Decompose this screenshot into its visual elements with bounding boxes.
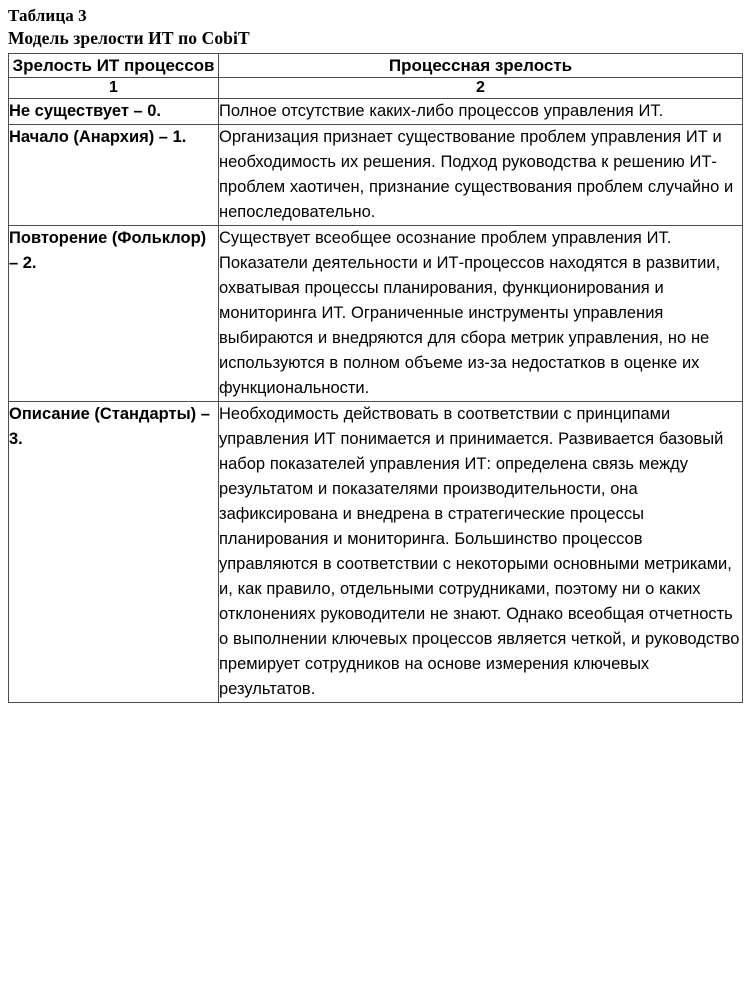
table-header-process-maturity (219, 54, 743, 78)
table-caption-number: Таблица 3 (8, 6, 87, 25)
maturity-level-description: Организация признает существование проблем управления ИТ и необходимость их решения. Подход руководства к решению ИТ-проблем хаотичен, признание существования проблем случайно и непоследовательно. (219, 125, 743, 226)
table-caption (8, 6, 744, 48)
table-row (9, 402, 743, 703)
maturity-level-description: Необходимость действовать в соответствии с принципами управления ИТ понимается и принимается. Развивается базовый набор показателей управления ИТ: определена связь между результатом и показателями производительности, она зафиксирована и внедрена в стратегические процессы планирования и мониторинга. Большинство процессов управляются в соответствии с некоторыми основными метриками, и, как правило, отдельными сотрудниками, поэтому ни о каких отклонениях руководители не знают. Однако всеобщая отчетность о выполнении ключевых процессов является четкой, и руководство премирует сотрудников на основе измерения ключевых результатов. (219, 402, 743, 703)
maturity-level-label: Не существует – 0. (9, 99, 219, 125)
maturity-level-label: Начало (Анархия) – 1. (9, 125, 219, 226)
column-number-2: 2 (219, 78, 743, 99)
table-header-maturity-levels (9, 54, 219, 78)
table-header-maturity-levels-label: Зрелость ИТ процессов (12, 56, 215, 75)
column-number-1: 1 (9, 78, 219, 99)
table-column-number-row (9, 78, 743, 99)
maturity-level-description: Полное отсутствие каких-либо процессов управления ИТ. (219, 99, 743, 125)
table-row (9, 99, 743, 125)
table-header-row (9, 54, 743, 78)
maturity-level-description: Существует всеобщее осознание проблем управления ИТ. Показатели деятельности и ИТ-процессов находятся в развитии, охватывая процессы планирования, функционирования и мониторинга ИТ. Ограниченные инструменты управления выбираются и внедряются для сбора метрик управления, но не используются в полном объеме из-за недостатков в оценке их функциональности. (219, 226, 743, 402)
table-caption-title: Модель зрелости ИТ по CobiT (8, 28, 250, 48)
it-maturity-table (8, 53, 743, 703)
table-row (9, 226, 743, 402)
table-row (9, 125, 743, 226)
maturity-level-label: Повторение (Фольклор) – 2. (9, 226, 219, 402)
maturity-level-label: Описание (Стандарты) –3. (9, 402, 219, 703)
table-header-process-maturity-label: Процессная зрелость (388, 56, 573, 75)
